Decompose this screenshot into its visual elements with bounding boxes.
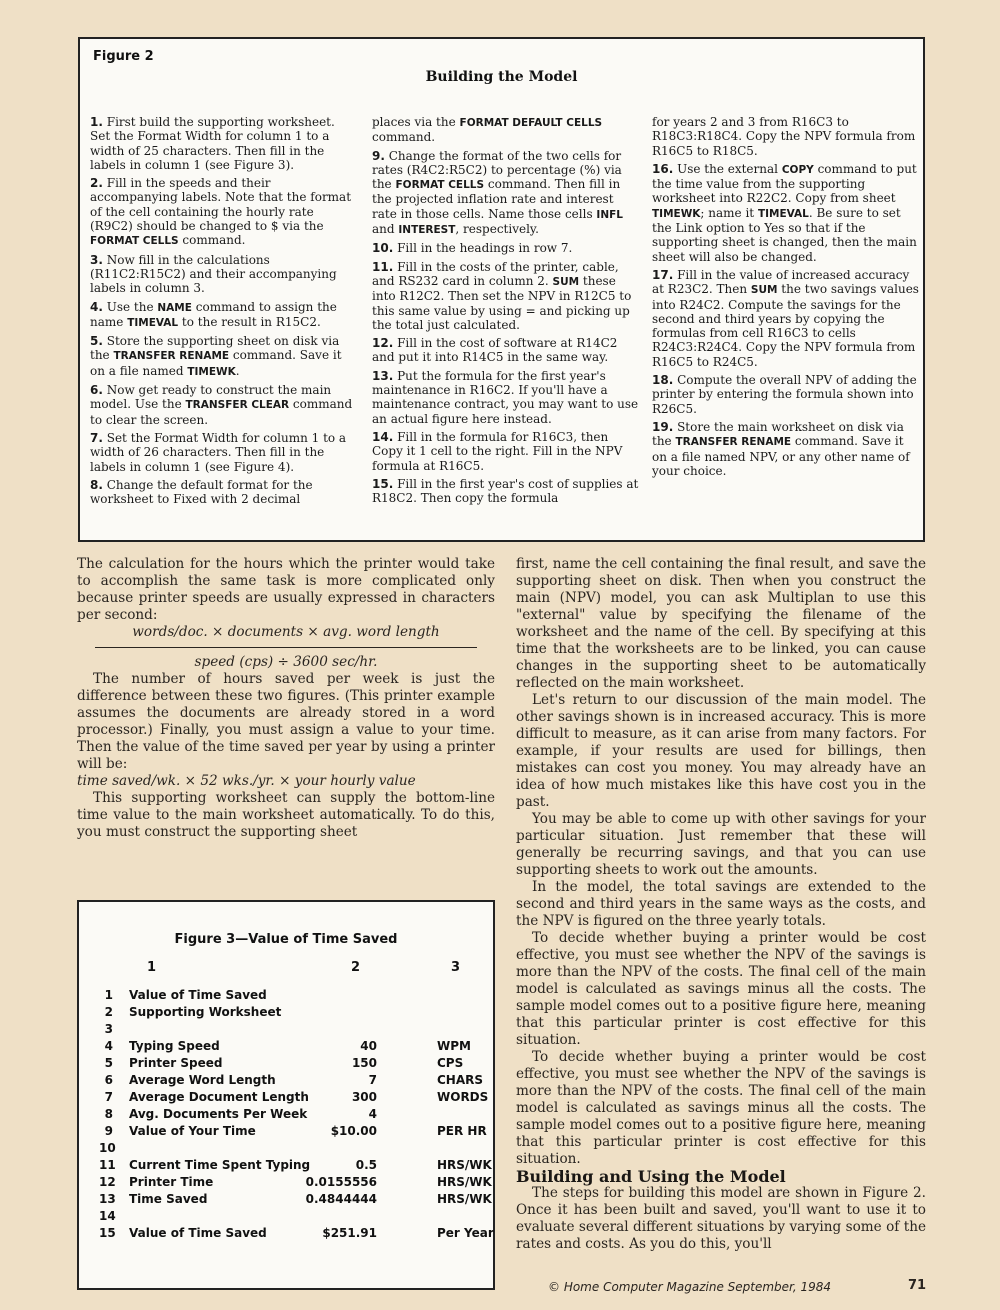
table-row — [79, 1005, 493, 1022]
figure-2-title: Building the Model — [425, 69, 578, 85]
paragraph: The number of hours saved per week is just the difference between these two figures. (This printer example assumes the documents are already stored in a word processor.) Finally, you must assign a value to your time. Then the value of the time saved per year by using a printer will be: — [77, 671, 495, 772]
step-item: 19. Store the main worksheet on disk via the TRANSFER RENAME command. Save it on a file named NPV, or any other name of your choice. — [652, 419, 910, 478]
step-item: places via the FORMAT DEFAULT CELLS command. — [372, 115, 603, 145]
table-row — [79, 988, 493, 1005]
paragraph: This supporting worksheet can supply the bottom-line time value to the main worksheet automatically. To do this, you must construct the supporting sheet — [77, 790, 495, 840]
paragraph: The steps for building this model are shown in Figure 2. Once it has been built and saved, you'll want to use it to evaluate several different situations by varying some of the rates and costs. As you do this, you'll — [516, 1185, 926, 1252]
steps-column-2 — [372, 115, 640, 509]
steps-column-3 — [652, 115, 920, 482]
row-value: 4 — [368, 1107, 377, 1121]
table-row — [79, 1158, 493, 1175]
formula-numerator: words/doc. × documents × avg. word length — [132, 624, 440, 640]
row-value: 40 — [360, 1039, 377, 1053]
row-label: Printer Speed — [129, 1056, 223, 1070]
footer-credit: © Home Computer Magazine September, 1984 — [548, 1280, 832, 1294]
paragraph: The calculation for the hours which the printer would take to accomplish the same task is more complicated only because printer speeds are usually expressed in characters per second: — [77, 556, 495, 623]
step-item: 16. Use the external COPY command to put the time value from the supporting worksheet into R22C2. Copy from sheet TIMEWK; name it TIMEVAL. Be sure to set the Link option to Yes so that if the supporting sheet is changed, then the main sheet will also be changed. — [652, 161, 917, 264]
row-number: 8 — [104, 1107, 113, 1121]
row-label: Average Document Length — [129, 1090, 309, 1104]
table-row — [79, 1090, 493, 1107]
column-header-1: 1 — [147, 960, 157, 975]
step-item: for years 2 and 3 from R16C3 to R18C3:R18C4. Copy the NPV formula from R16C5 to R18C5. — [652, 115, 916, 158]
table-row — [79, 1192, 493, 1209]
table-row — [79, 1022, 493, 1039]
step-item: 18. Compute the overall NPV of adding the printer by entering the formula shown into R26C5. — [652, 373, 917, 416]
paragraph: first, name the cell containing the final result, and save the supporting sheet on disk. Then when you construct the main (NPV) model, you can ask Multiplan to use this "external" value by specifying the filename of the worksheet and the name of the cell. By specifying at this time that the worksheets are to be linked, you can cause changes in the supporting sheet to be automatically reflected on the main worksheet. — [516, 556, 926, 691]
article-right-column — [516, 556, 926, 1253]
step-item: 5. Store the supporting sheet on disk via the TRANSFER RENAME command. Save it on a file named TIMEWK. — [90, 334, 342, 378]
table-row — [79, 1107, 493, 1124]
row-value: $10.00 — [330, 1124, 377, 1138]
step-item: 12. Fill in the cost of software at R14C2 and put it into R14C5 in the same way. — [372, 336, 618, 365]
paragraph: Let's return to our discussion of the main model. The other savings shown is in increased accuracy. This is more difficult to measure, as it can arise from many factors. For example, if your results are used for billings, then mistakes can cost you money. You may already have an idea of how much mistakes like this have cost you in the past. — [516, 692, 926, 810]
table-row — [79, 1039, 493, 1056]
step-item: 9. Change the format of the two cells for rates (R4C2:R5C2) to percentage (%) via the FORMAT CELLS command. Then fill in the projected inflation rate and interest rate in those cells. Name those cells INFL and INTEREST, respectively. — [372, 148, 623, 237]
step-item: 11. Fill in the costs of the printer, cable, and RS232 card in column 2. SUM these into R12C2. Then set the NPV in R12C5 to this same value by using = and picking up the total just calculated. — [372, 259, 632, 332]
step-item: 7. Set the Format Width for column 1 to a width of 26 characters. Then fill in the labels in column 1 (see Figure 4). — [90, 430, 347, 474]
table-row — [79, 1056, 493, 1073]
row-label: Value of Time Saved — [129, 1226, 267, 1240]
row-number: 6 — [104, 1073, 113, 1087]
row-value: $251.91 — [322, 1226, 377, 1240]
row-label: Avg. Documents Per Week — [129, 1107, 308, 1121]
row-number: 14 — [99, 1209, 116, 1223]
step-item: 2. Fill in the speeds and their accompanying labels. Note that the format of the cell containing the hourly rate (R9C2) should be changed to $ via the FORMAT CELLS command. — [90, 176, 352, 248]
formula-denominator: speed (cps) ÷ 3600 sec/hr. — [194, 654, 378, 670]
figure-3-table — [77, 900, 495, 1290]
formula-time-value: time saved/wk. × 52 wks./yr. × your hourly value — [77, 773, 416, 789]
row-value: 150 — [351, 1056, 377, 1070]
row-value: 7 — [368, 1073, 377, 1087]
article-left-column — [77, 556, 495, 841]
table-row — [79, 1175, 493, 1192]
row-number: 13 — [99, 1192, 116, 1206]
column-header-2: 2 — [351, 960, 361, 975]
column-header-3: 3 — [451, 960, 461, 975]
row-number: 5 — [104, 1056, 113, 1070]
figure-3-title: Figure 3—Value of Time Saved — [174, 932, 398, 947]
row-value: 0.5 — [355, 1158, 377, 1172]
step-item: 6. Now get ready to construct the main model. Use the TRANSFER CLEAR command to clear the screen. — [90, 383, 353, 427]
paragraph: In the model, the total savings are extended to the second and third years in the same ways as the costs, and the NPV is figured on the three yearly totals. — [516, 879, 926, 929]
row-number: 3 — [104, 1022, 113, 1036]
row-unit: CHARS — [437, 1073, 484, 1087]
paragraph: To decide whether buying a printer would be cost effective, you must see whether the NPV of the savings is more than the NPV of the costs. The final cell of the main model is calculated as savings minus all the costs. The sample model comes out to a positive figure here, meaning that this particular printer is cost effective for this situation. — [516, 1049, 926, 1167]
step-item: 10. Fill in the headings in row 7. — [372, 241, 573, 256]
row-label: Time Saved — [129, 1192, 208, 1206]
table-row — [79, 1226, 493, 1243]
step-item: 15. Fill in the first year's cost of supplies at R18C2. Then copy the formula — [372, 476, 639, 506]
page-number: 71 — [908, 1278, 927, 1293]
row-unit: CPS — [437, 1056, 464, 1070]
row-label: Typing Speed — [129, 1039, 220, 1053]
row-label: Value of Time Saved — [129, 988, 267, 1002]
row-number: 12 — [99, 1175, 116, 1189]
section-heading: Building and Using the Model — [516, 1167, 786, 1186]
row-unit: WORDS — [437, 1090, 489, 1104]
figure-2-box — [78, 37, 925, 542]
row-label: Current Time Spent Typing — [129, 1158, 311, 1172]
figure-2-label: Figure 2 — [93, 49, 154, 64]
fraction-rule — [95, 647, 477, 648]
row-number: 2 — [104, 1005, 113, 1019]
row-number: 9 — [104, 1124, 113, 1138]
row-label: Value of Your Time — [129, 1124, 256, 1138]
row-unit: HRS/WK — [437, 1192, 492, 1206]
row-number: 15 — [99, 1226, 116, 1240]
paragraph: You may be able to come up with other savings for your particular situation. Just remember that these will generally be recurring savings, and that you can use supporting sheets to work out the amounts. — [516, 811, 926, 878]
table-row — [79, 1141, 493, 1158]
row-label: Supporting Worksheet — [129, 1005, 282, 1019]
step-item: 3. Now fill in the calculations (R11C2:R15C2) and their accompanying labels in column 3. — [90, 252, 337, 296]
steps-column-1 — [90, 115, 358, 510]
row-label: Printer Time — [129, 1175, 214, 1189]
step-item: 4. Use the NAME command to assign the name TIMEVAL to the result in R15C2. — [90, 299, 337, 329]
row-unit: Per Year — [437, 1226, 494, 1240]
row-value: 0.4844444 — [305, 1192, 377, 1206]
step-item: 8. Change the default format for the worksheet to Fixed with 2 decimal — [90, 477, 313, 507]
row-unit: PER HR — [437, 1124, 487, 1138]
row-label: Average Word Length — [129, 1073, 276, 1087]
row-unit: HRS/WK — [437, 1158, 492, 1172]
step-item: 13. Put the formula for the first year's maintenance in R16C2. If you'll have a maintenance contract, you may want to use an actual figure here instead. — [372, 368, 639, 426]
table-row — [79, 1073, 493, 1090]
row-value: 300 — [351, 1090, 377, 1104]
row-unit: HRS/WK — [437, 1175, 492, 1189]
step-item: 14. Fill in the formula for R16C3, then Copy it 1 cell to the right. Fill in the NPV formula at R16C5. — [372, 429, 623, 473]
row-value: 0.0155556 — [305, 1175, 377, 1189]
step-item: 1. First build the supporting worksheet. Set the Format Width for column 1 to a width of 25 characters. Then fill in the labels in column 1 (see Figure 3). — [90, 115, 335, 172]
paragraph: To decide whether buying a printer would be cost effective, you must see whether the NPV of the savings is more than the NPV of the costs. The final cell of the main model is calculated as savings minus all the costs. The sample model comes out to a positive figure here, meaning that this particular printer is cost effective for this situation. — [516, 930, 926, 1048]
row-number: 10 — [99, 1141, 116, 1155]
row-number: 11 — [99, 1158, 116, 1172]
table-row — [79, 1124, 493, 1141]
row-number: 4 — [104, 1039, 113, 1053]
table-row — [79, 1209, 493, 1226]
step-item: 17. Fill in the value of increased accuracy at R23C2. Then SUM the two savings values into R24C2. Compute the savings for the second and third years by copying the formulas from cell R16C3 to cells R24C3:R24C4. Copy the NPV formula from R16C5 to R24C5. — [652, 267, 919, 369]
row-number: 1 — [104, 988, 113, 1002]
row-unit: WPM — [437, 1039, 471, 1053]
row-number: 7 — [104, 1090, 113, 1104]
